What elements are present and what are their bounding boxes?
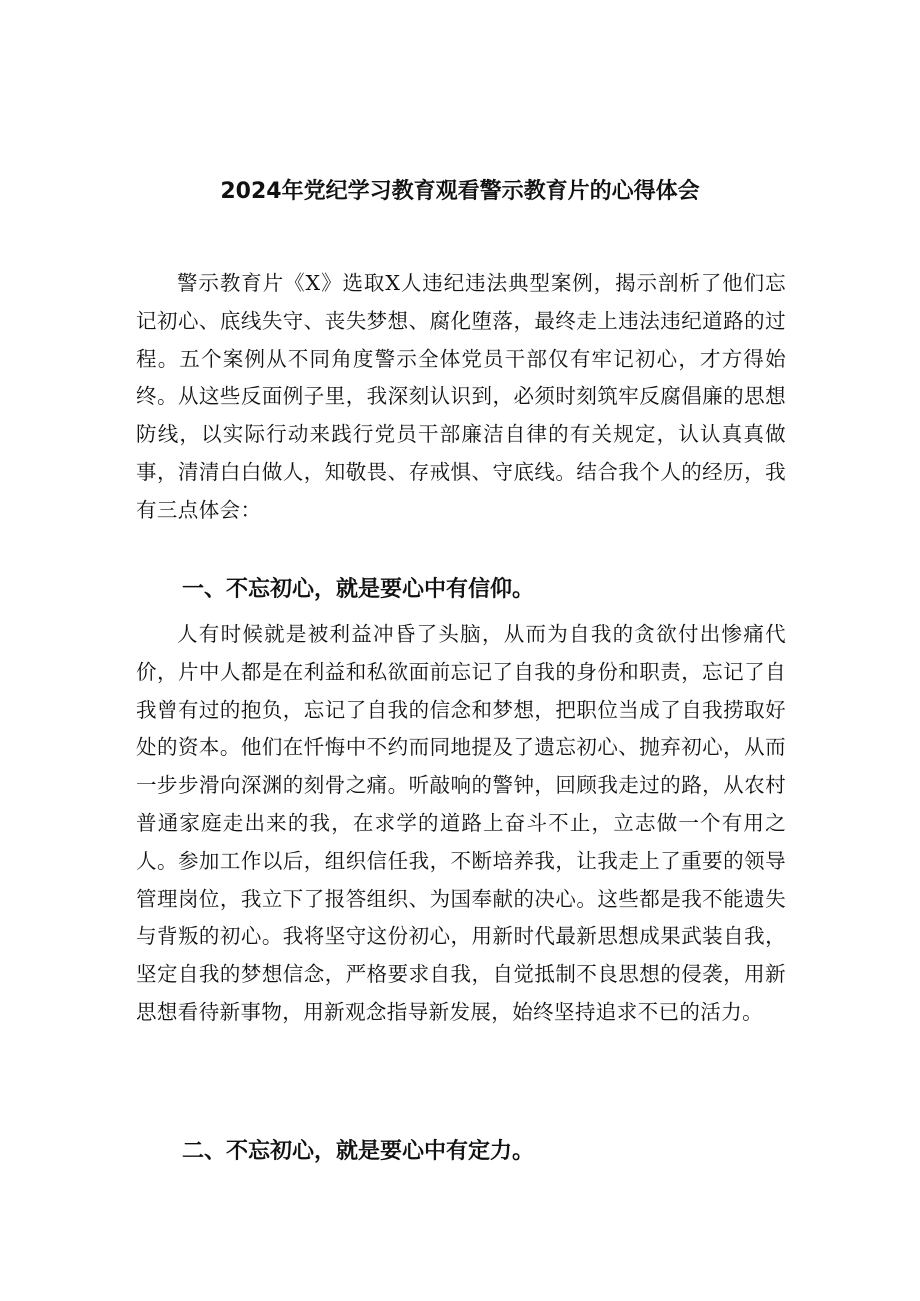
section-heading-2: 二、不忘初心，就是要心中有定力。 <box>182 1139 535 1164</box>
section-heading-1: 一、不忘初心，就是要心中有信仰。 <box>182 577 535 602</box>
section-body-1: 人有时候就是被利益冲昏了头脑，从而为自我的贪欲付出惨痛代价，片中人都是在利益和私欲面前忘记了自我的身份和职责，忘记了自我曾有过的抱负，忘记了自我的信念和梦想，把职位当成了自我捞取好处的资本。他们在忏悔中不约而同地提及了遗忘初心、抛弃初心，从而一步步滑向深渊的刻骨之痛。听敲响的警钟，回顾我走过的路，从农村普通家庭走出来的我，在求学的道路上奋斗不止，立志做一个有用之人。参加工作以后，组织信任我，不断培养我，让我走上了重要的领导管理岗位，我立下了报答组织、为国奉献的决心。这些都是我不能遗失与背叛的初心。我将坚守这份初心，用新时代最新思想成果武装自我，坚定自我的梦想信念，严格要求自我，自觉抵制不良思想的侵袭，用新思想看待新事物，用新观念指导新发展，始终坚持追求不已的活力。 <box>136 622 786 1024</box>
intro-paragraph: 警示教育片《X》选取X人违纪违法典型案例，揭示剖析了他们忘记初心、底线失守、丧失梦想、腐化堕落，最终走上违法违纪道路的过程。五个案例从不同角度警示全体党员干部仅有牢记初心，才方得始终。从这些反面例子里，我深刻认识到，必须时刻筑牢反腐倡廉的思想防线，以实际行动来践行党员干部廉洁自律的有关规定，认认真真做事，清清白白做人，知敬畏、存戒惧、守底线。结合我个人的经历，我有三点体会： <box>136 271 786 522</box>
document-title: 2024年党纪学习教育观看警示教育片的心得体会 <box>220 179 700 204</box>
